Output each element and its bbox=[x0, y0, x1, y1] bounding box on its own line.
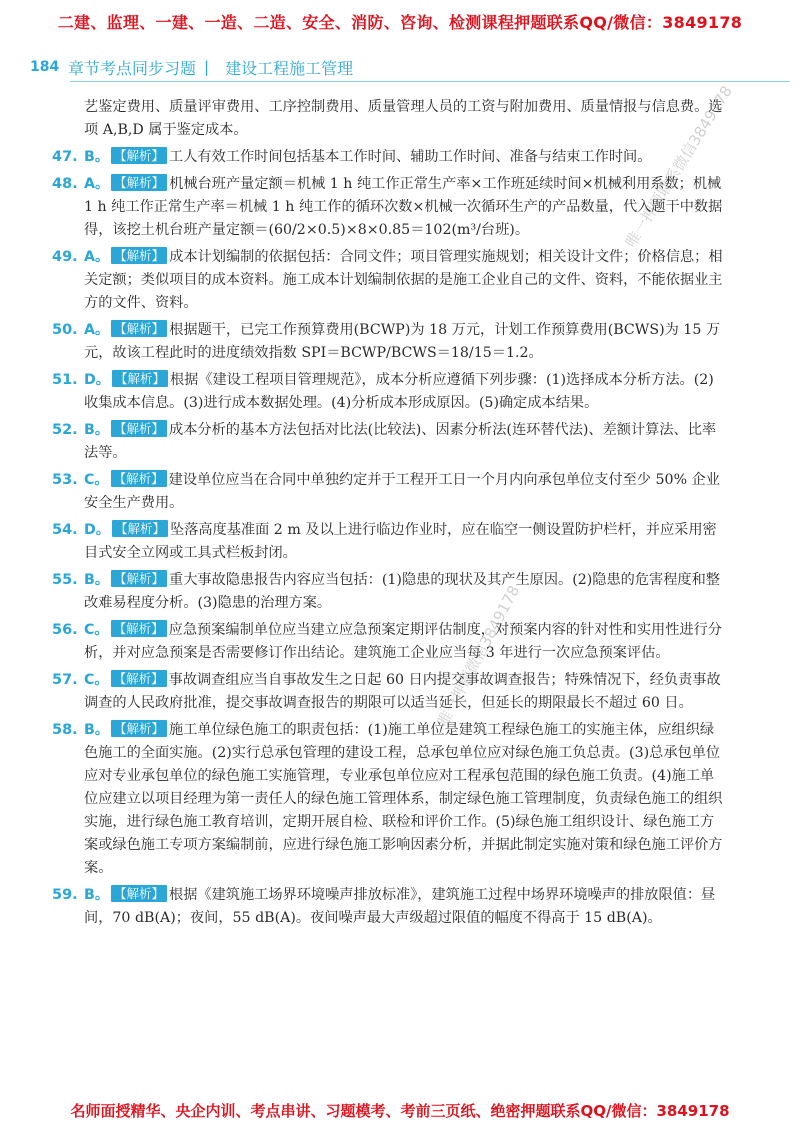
question-number: 57. bbox=[52, 672, 78, 688]
answer-item bbox=[52, 519, 724, 565]
explanation-text: 应急预案编制单位应当建立应急预案定期评估制度，对预案内容的针对性和实用性进行分析，并对应急预案是否需要修订作出结论。建筑施工企业应当每 3 年进行一次应急预案评估。 bbox=[84, 622, 722, 661]
answer-item bbox=[52, 884, 724, 930]
analysis-tag: 【解析】 bbox=[111, 147, 167, 164]
explanation-text: 工人有效工作时间包括基本工作时间、辅助工作时间、准备与结束工作时间。 bbox=[169, 149, 652, 165]
answer-item bbox=[52, 669, 724, 715]
question-number: 56. bbox=[52, 622, 78, 638]
question-number: 58. bbox=[52, 722, 78, 738]
question-number: 54. bbox=[52, 522, 78, 538]
explanation-text: 根据《建设工程项目管理规范》，成本分析应遵循下列步骤：(1)选择成本分析方法。(2)收集成本信息。(3)进行成本数据处理。(4)分析成本形成原因。(5)确定成本结果。 bbox=[84, 372, 714, 411]
watermark: 唯一押题微信3849178 bbox=[433, 582, 524, 730]
answer-choice: A。 bbox=[84, 176, 110, 192]
bottom-banner: 名师面授精华、央企内训、考点串讲、习题模考、考前三页纸、绝密押题联系QQ/微信：3849178 bbox=[70, 1102, 730, 1120]
watermark: 唯一押题联系微信3849178 bbox=[621, 82, 736, 251]
question-number: 59. bbox=[52, 887, 78, 903]
question-number: 50. bbox=[52, 322, 78, 338]
explanation-text: 坠落高度基准面 2 m 及以上进行临边作业时，应在临空一侧设置防护栏杆，并应采用密目式安全立网或工具式栏板封闭。 bbox=[84, 522, 717, 561]
answer-item bbox=[52, 146, 724, 169]
answer-item bbox=[52, 369, 724, 415]
question-number: 48. bbox=[52, 176, 78, 192]
section-title: 章节考点同步习题 bbox=[68, 58, 197, 78]
question-number: 55. bbox=[52, 572, 78, 588]
analysis-tag: 【解析】 bbox=[111, 247, 167, 264]
question-number: 53. bbox=[52, 472, 78, 488]
explanation-text: 重大事故隐患报告内容应当包括：(1)隐患的现状及其产生原因。(2)隐患的危害程度和整改难易程度分析。(3)隐患的治理方案。 bbox=[84, 572, 720, 611]
page-header bbox=[30, 54, 780, 80]
question-number: 51. bbox=[52, 372, 78, 388]
answer-choice: B。 bbox=[84, 887, 110, 903]
answer-item bbox=[52, 619, 724, 665]
explanation-text: 根据题干，已完工作预算费用(BCWP)为 18 万元，计划工作预算费用(BCWS)为 15 万元，故该工程此时的进度绩效指数 SPI＝BCWP/BCWS＝18/15＝1.2。 bbox=[84, 322, 721, 361]
explanation-text: 成本分析的基本方法包括对比法(比较法)、因素分析法(连环替代法)、差额计算法、比率法等。 bbox=[84, 422, 717, 461]
explanation-text: 机械台班产量定额＝机械 1 h 纯工作正常生产率×工作班延续时间×机械利用系数；机械 1 h 纯工作正常生产率＝机械 1 h 纯工作的循环次数×机械一次循环生产的产品数量，代入题干中数据得，该挖土机台班产量定额＝(60/2×0.5)×8×0.85＝102(m³/台班)。 bbox=[84, 176, 723, 238]
answer-choice: D。 bbox=[84, 522, 110, 538]
analysis-tag: 【解析】 bbox=[111, 320, 167, 337]
answer-item bbox=[52, 719, 724, 880]
answer-choice: B。 bbox=[84, 422, 110, 438]
analysis-tag: 【解析】 bbox=[112, 370, 168, 387]
analysis-tag: 【解析】 bbox=[111, 470, 167, 487]
intro-paragraph: 艺鉴定费用、质量评审费用、工序控制费用、质量管理人员的工资与附加费用、质量情报与信息费。选项 A,B,D 属于鉴定成本。 bbox=[84, 99, 723, 138]
answer-choice: C。 bbox=[84, 472, 109, 488]
analysis-tag: 【解析】 bbox=[111, 174, 167, 191]
answer-choice: D。 bbox=[84, 372, 110, 388]
answer-list bbox=[52, 146, 724, 930]
analysis-tag: 【解析】 bbox=[111, 420, 167, 437]
answer-item bbox=[52, 319, 724, 365]
page-number: 184 bbox=[30, 59, 60, 75]
analysis-tag: 【解析】 bbox=[111, 570, 167, 587]
book-title: 建设工程施工管理 bbox=[225, 58, 354, 78]
explanation-text: 建设单位应当在合同中单独约定并于工程开工日一个月内向承包单位支付至少 50% 企业安全生产费用。 bbox=[84, 472, 720, 511]
top-banner: 二建、监理、一建、一造、二造、安全、消防、咨询、检测课程押题联系QQ/微信：3849178 bbox=[57, 13, 743, 32]
answer-choice: B。 bbox=[84, 572, 110, 588]
answer-item bbox=[52, 469, 724, 515]
answer-content bbox=[52, 96, 724, 930]
header-divider bbox=[70, 81, 790, 82]
answer-item bbox=[52, 246, 724, 315]
analysis-tag: 【解析】 bbox=[112, 520, 168, 537]
analysis-tag: 【解析】 bbox=[111, 620, 167, 637]
analysis-tag: 【解析】 bbox=[111, 885, 167, 902]
analysis-tag: 【解析】 bbox=[111, 720, 167, 737]
answer-choice: C。 bbox=[84, 622, 109, 638]
explanation-text: 事故调查组应当自事故发生之日起 60 日内提交事故调查报告；特殊情况下，经负责事故调查的人民政府批准，提交事故调查报告的期限可以适当延长，但延长的期限最长不超过 60 日。 bbox=[84, 672, 721, 711]
answer-choice: A。 bbox=[84, 322, 110, 338]
explanation-text: 成本计划编制的依据包括：合同文件；项目管理实施规划；相关设计文件；价格信息；相关定额；类似项目的成本资料。施工成本计划编制依据的是施工企业自己的文件、资料，不能依据业主方的文件、资料。 bbox=[84, 249, 723, 311]
explanation-text: 根据《建筑施工场界环境噪声排放标准》，建筑施工过程中场界环境噪声的排放限值：昼间，70 dB(A)；夜间，55 dB(A)。夜间噪声最大声级超过限值的幅度不得高于 15 dB(A)。 bbox=[84, 887, 716, 926]
analysis-tag: 【解析】 bbox=[111, 670, 167, 687]
question-number: 52. bbox=[52, 422, 78, 438]
question-number: 49. bbox=[52, 249, 78, 265]
answer-choice: C。 bbox=[84, 672, 109, 688]
answer-choice: A。 bbox=[84, 249, 110, 265]
explanation-text: 施工单位绿色施工的职责包括：(1)施工单位是建筑工程绿色施工的实施主体，应组织绿色施工的全面实施。(2)实行总承包管理的建设工程，总承包单位应对绿色施工负总责。(3)总承包单位应对专业承包单位的绿色施工实施管理，专业承包单位应对工程承包范围的绿色施工负责。(4)施工单位应建立以项目经理为第一责任人的绿色施工管理体系，制定绿色施工管理制度，负责绿色施工的组织实施，进行绿色施工教育培训，定期开展自检、联检和评价工作。(5)绿色施工组织设计、绿色施工方案或绿色施工专项方案编制前，应进行绿色施工影响因素分析，并据此制定实施对策和绿色施工评价方案。 bbox=[84, 722, 723, 876]
answer-choice: B。 bbox=[84, 722, 110, 738]
answer-item bbox=[52, 419, 724, 465]
answer-choice: B。 bbox=[84, 149, 110, 165]
header-separator: | bbox=[204, 58, 210, 76]
answer-item bbox=[52, 569, 724, 615]
question-number: 47. bbox=[52, 149, 78, 165]
